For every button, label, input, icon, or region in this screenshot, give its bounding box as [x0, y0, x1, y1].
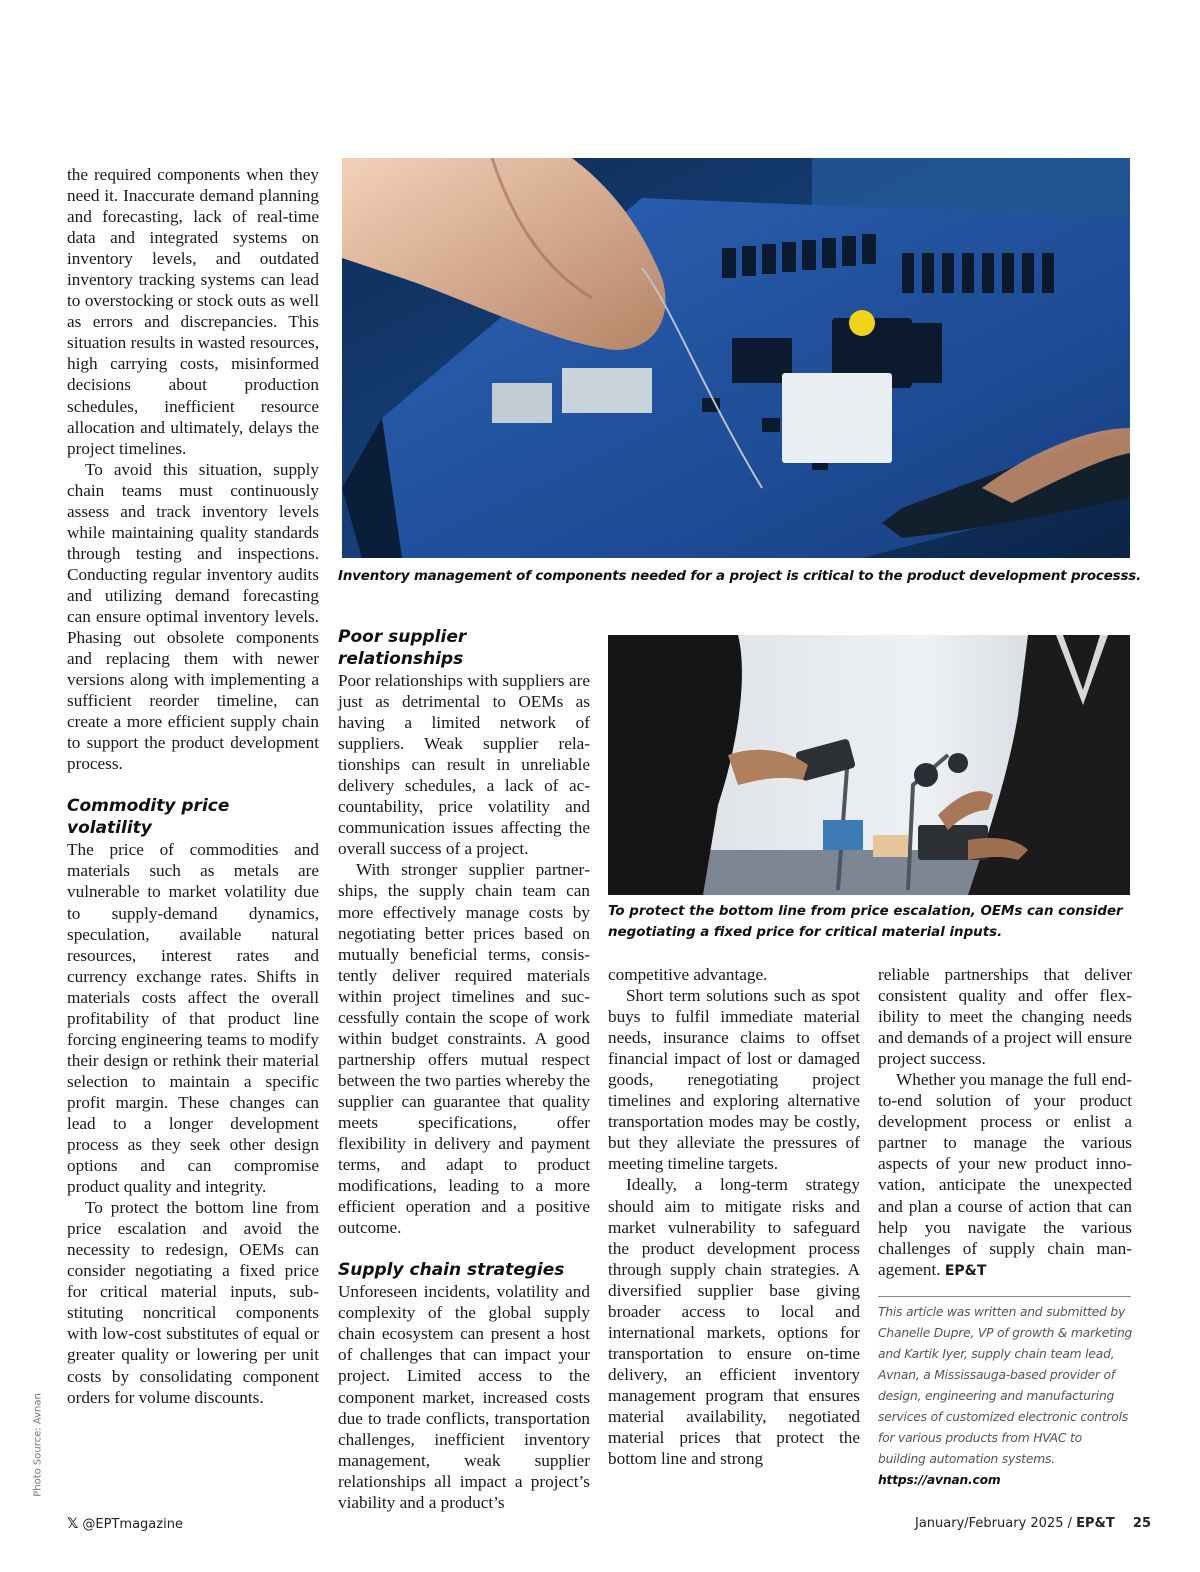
author-bio	[878, 1302, 1133, 1491]
paragraph: Poor relationships with suppliers are just as detrimental to OEMs as having a limited network of suppliers. Weak supplier relationships can result in unreliable delivery schedules, a lack of accountability, price volatility and communication issues affecting the overall success of a project.	[338, 671, 590, 859]
paragraph: reliable partnerships that deliver consistent quality and offer flexibility to meet the changing needs and demands of a project will ensure project success.	[878, 965, 1132, 1069]
paragraph: Ideally, a long-term strategy should aim to mitigate risks and market vulnerability to safeguard the product development process through supply chain strategies. A diversified supplier base giving broader access to local and international markets, options for transportation to ensure on-time delivery, an efficient inventory management program that ensures material availability, negotiated material prices that protect the bottom line and strong	[608, 1175, 860, 1469]
circuit-board-photo	[342, 158, 1130, 558]
section-heading: Poor supplier relationships	[338, 627, 467, 669]
paragraph: the required components when they need it. Inaccurate demand planning and forecasting, lack of real-time data and integrated systems on inventory levels, and outdated inventory tracking systems can lead to overstocking or stock outs as well as errors and discrepancies. This situation results in wasted resources, high carrying costs, misinformed decisions about production schedules, inefficient resource allocation and ultimately, delays the project timelines.	[67, 165, 319, 458]
magazine-logo: EP&T	[1076, 1516, 1115, 1531]
photo-credit: Photo Source: Avnan	[32, 1393, 44, 1497]
paragraph: To protect the bottom line from price escalation and avoid the necessity to redesign, OEMs can consider negotiating a fixed price for critical material inputs, substituting noncritical components with low-cost substitutes of equal or greater quality or lowering per unit costs by consolidating component orders for volume discounts.	[67, 1198, 319, 1407]
issue-date: January/February 2025 /	[915, 1516, 1072, 1531]
bio-text: This article was written and submitted by Chanelle Dupre, VP of growth & marketing and Kartik Iyer, supply chain team lead, Avnan, a Mississauga-based provider of design, engineering and manufacturing services of customized electronic controls for various products from HVAC to building automation systems.	[878, 1305, 1133, 1466]
paragraph-text: Whether you manage the full end-to-end solution of your product development process or enlist a partner to manage the various aspects of your new product innovation, anticipate the unexpected and plan a course of action that can help you navigate the various challenges of supply chain management.	[878, 1070, 1132, 1279]
top-photo-caption: Inventory management of components needed for a project is critical to the product development processs.	[338, 569, 1142, 584]
divider	[878, 1296, 1131, 1297]
x-logo-icon: 𝕏	[67, 1516, 79, 1532]
paragraph: The price of commodities and materials such as metals are vulnerable to market volatility due to supply-demand dynamics, speculation, available natural resources, interest rates and currency exchange rates. Shifts in materials costs affect the overall profitability of that product line forcing engineering teams to modify their design or rethink their material selection to maintain a specific profit margin. These changes can lead to a longer development process as they seek other design options and can compromise product quality and integrity.	[67, 840, 319, 1197]
page-number: 25	[1132, 1516, 1151, 1531]
section-heading: Commodity price volatility	[67, 796, 230, 839]
paragraph	[878, 1069, 1132, 1281]
column-4	[878, 964, 1132, 1282]
column-2	[338, 626, 590, 1513]
column-1	[67, 164, 319, 1408]
paragraph: Short term solutions such as spot buys to fulfil immediate material needs, insurance claims to offset financial impact of lost or damaged goods, renegotiating project timelines and exploring alternative transportation modes may be costly, but they alleviate the pressures of meeting timeline targets.	[608, 986, 860, 1174]
paragraph: competitive advantage.	[608, 965, 768, 984]
paragraph: To avoid this situation, supply chain teams must continuously assess and track inventory levels while maintaining quality standards through testing and inspections. Conducting regular inventory audits and utilizing demand forecasting can ensure optimal inventory levels. Phasing out obsolete components and replacing them with newer versions along with implementing a sufficient reorder timeline, can create a more efficient supply chain to support the product development process.	[67, 459, 319, 774]
section-heading: Supply chain strategies	[338, 1260, 565, 1281]
paragraph: Unforeseen incidents, volatility and complexity of the global supply chain ecosystem can present a host of challenges that can impact your project. Limited access to the component market, increased costs due to trade conflicts, transportation challenges, inefficient inventory management, weak supplier relationships all impact a project’s viability and a product’s	[338, 1282, 590, 1512]
website-link[interactable]: https://avnan.com	[878, 1473, 1001, 1487]
paragraph: With stronger supplier partnerships, the supply chain team can more effectively manage costs by negotiating better prices based on mutually beneficial terms, consistently deliver required materials within project timelines and successfully contain the scope of work within budget constraints. A good partnership offers mutual respect between the two parties whereby the supplier can guarantee that quality meets specifications, offer flexibility in delivery and payment terms, and adapt to product modifications, leading to a more efficient operation and a positive outcome.	[338, 860, 590, 1238]
footer-social	[67, 1516, 183, 1532]
footer-issue	[915, 1516, 1151, 1531]
social-handle[interactable]: @EPTmagazine	[82, 1517, 183, 1532]
end-mark-logo: EP&T	[944, 1262, 987, 1279]
column-3	[608, 964, 860, 1469]
bottom-photo-caption: To protect the bottom line from price escalation, OEMs can consider negotiating a fixed price for critical material inputs.	[608, 904, 1123, 940]
engineers-photo	[608, 635, 1130, 895]
